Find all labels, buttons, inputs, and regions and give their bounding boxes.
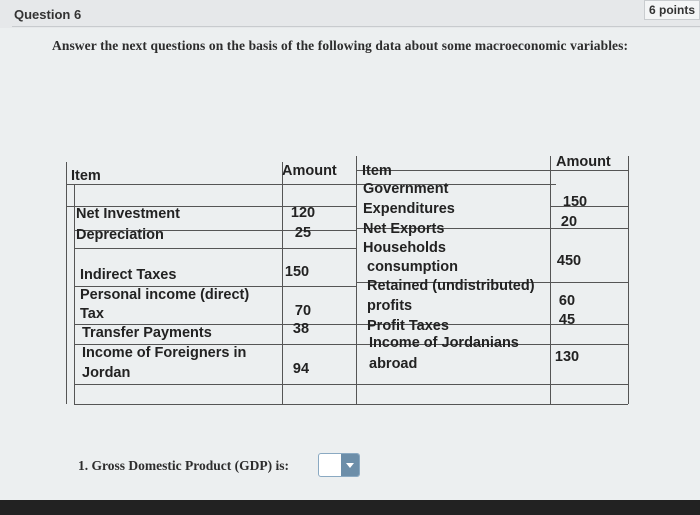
right-item-label-cont: profits	[367, 298, 413, 314]
right-item-label-cont: consumption	[367, 259, 459, 275]
question-title: Question 6	[14, 7, 82, 22]
header-divider	[12, 26, 700, 27]
points-badge: 6 points	[644, 0, 700, 20]
right-item-label: Income of Jordanians	[369, 335, 519, 351]
left-item-label-cont: Tax	[80, 306, 104, 322]
header-item-left: Item	[71, 168, 101, 184]
gdp-question-label: 1. Gross Domestic Product (GDP) is:	[78, 458, 289, 473]
chevron-down-icon[interactable]	[341, 454, 359, 476]
screen-bezel	[0, 500, 700, 515]
right-item-label: Net Exports	[363, 221, 445, 237]
right-item-label: Profit Taxes	[367, 318, 449, 334]
right-item-label-cont: Expenditures	[363, 201, 455, 217]
gdp-answer-select[interactable]	[318, 453, 360, 477]
right-item-value: 130	[554, 349, 580, 365]
right-item-value: 45	[558, 312, 576, 328]
left-item-value: 25	[294, 225, 312, 241]
left-item-value: 94	[292, 361, 310, 377]
right-item-value: 450	[556, 253, 582, 269]
left-item-label: Personal income (direct)	[80, 287, 250, 303]
right-item-label-cont: abroad	[369, 356, 418, 372]
left-item-value: 120	[290, 205, 316, 221]
question-prompt: Answer the next questions on the basis of the following data about some macroeconomic variables:	[52, 38, 629, 53]
right-item-value: 20	[560, 214, 578, 230]
left-item-value: 38	[292, 321, 310, 337]
right-item-value: 60	[558, 293, 576, 309]
header-amount-left: Amount	[282, 163, 337, 179]
left-item-label: Depreciation	[76, 227, 164, 243]
right-item-label: Government	[363, 181, 449, 197]
left-item-label: Income of Foreigners in	[82, 345, 247, 361]
left-item-label-cont: Jordan	[82, 365, 131, 381]
left-item-value: 70	[294, 303, 312, 319]
header-amount-right: Amount	[556, 154, 611, 170]
right-item-label: Households	[363, 240, 446, 256]
question-header	[0, 0, 700, 28]
left-item-label: Indirect Taxes	[80, 267, 177, 283]
left-item-value: 150	[284, 264, 310, 280]
right-item-value: 150	[562, 194, 588, 210]
left-item-label: Transfer Payments	[82, 325, 212, 341]
right-item-label: Retained (undistributed)	[367, 278, 535, 294]
header-item-right: Item	[362, 163, 392, 179]
left-item-label: Net Investment	[76, 206, 180, 222]
